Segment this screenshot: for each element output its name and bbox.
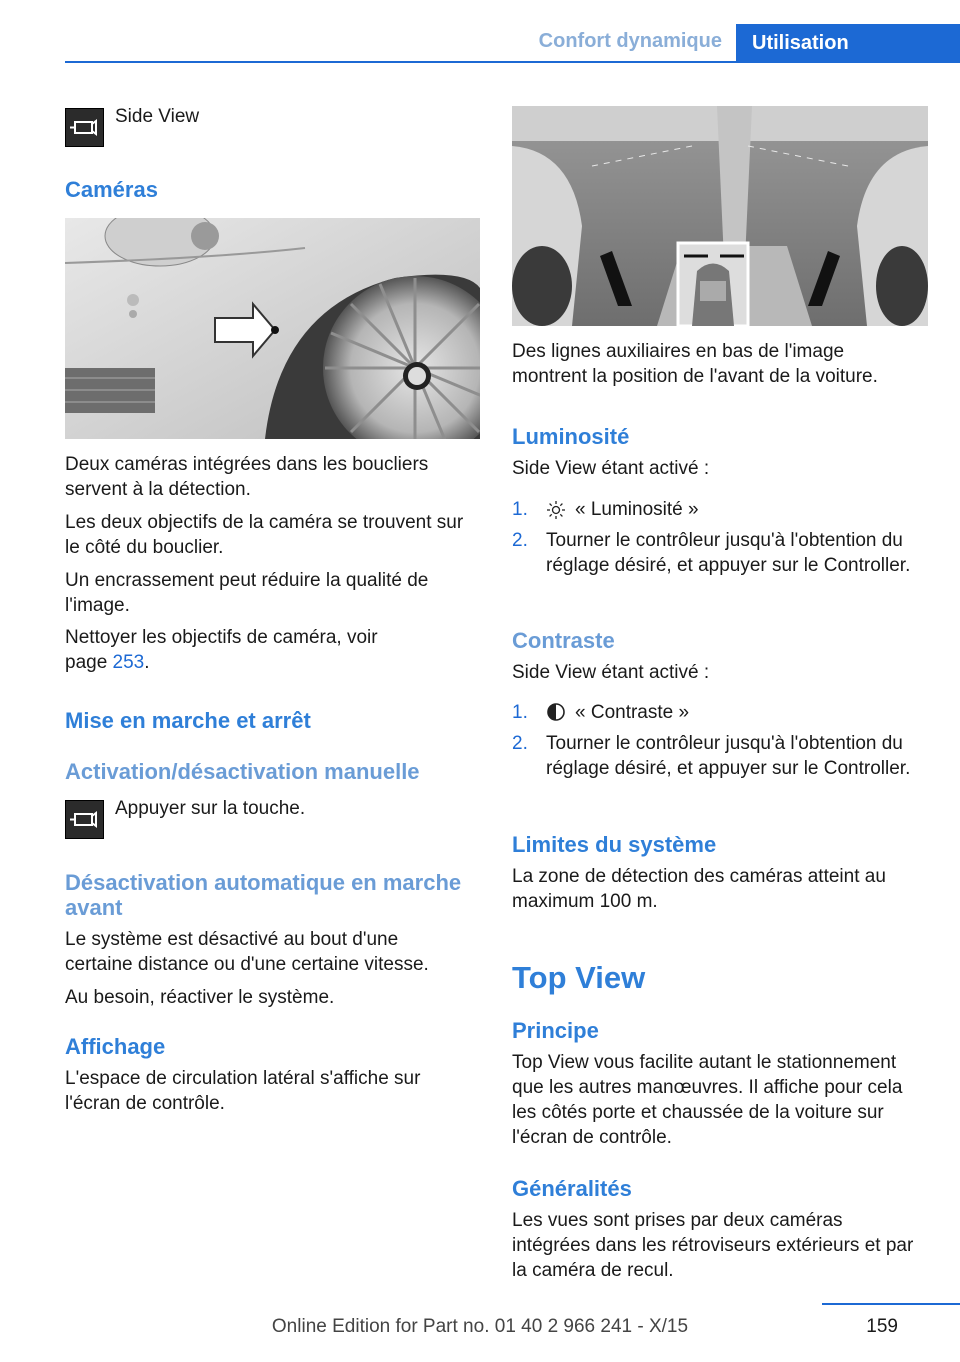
cameras-heading: Caméras [65,177,158,202]
header-chapter-tab: Utilisation [736,24,960,63]
contrast-step-1-number: 1. [512,702,528,723]
brightness-heading: Luminosité [512,424,630,449]
general-text: Les vues sont prises par deux caméras intégrées dans les rétroviseurs extérieurs et par la caméra de recul. [512,1210,914,1281]
manual-activation-heading: Activation/désactivation manuelle [65,759,420,784]
contrast-step-2-number: 2. [512,733,528,754]
system-limits-text: La zone de détection des caméras atteint au maximum 100 m. [512,866,886,912]
cameras-paragraph-2: Les deux objectifs de la caméra se trouvent sur le côté du bouclier. [65,512,464,558]
top-view-heading: Top View [512,960,646,995]
online-edition-footer: Online Edition for Part no. 01 40 2 966 241 - X/15 [271,1316,689,1337]
principle-text: Top View vous facilite autant le stationnement que les autres manœuvres. Il affiche pour cela les côtés porte et chaussée de la voiture sur l'écran de contrôle. [512,1052,903,1148]
system-limits-heading: Limites du système [512,832,717,857]
brightness-step-2-text: Tourner le contrôleur jusqu'à l'obtention du réglage désiré, et appuyer sur le Controller. [546,530,911,576]
auto-paragraph-1: Le système est désactivé au bout d'une certaine distance ou d'une certaine vitesse. [65,929,429,975]
brightness-sun-icon [546,500,566,520]
page-number: 159 [866,1316,898,1337]
cameras-paragraph-4-prefix: Nettoyer les objectifs de caméra, voir page [65,627,378,673]
contrast-icon [546,702,566,722]
cameras-paragraph-4 [65,625,410,675]
press-button-text: Appuyer sur la touche. [115,798,306,819]
cameras-paragraph-1: Deux caméras intégrées dans les boucliers servent à la détection. [65,454,429,500]
contrast-step-2-text: Tourner le contrôleur jusqu'à l'obtention du réglage désiré, et appuyer sur le Controller. [546,733,911,779]
display-paragraph: L'espace de circulation latéral s'affiche sur l'écran de contrôle. [65,1068,421,1114]
side-view-screen-illustration [512,106,928,326]
side-view-label: Side View [115,106,200,127]
brightness-step-2-number: 2. [512,530,528,551]
contrast-heading: Contraste [512,628,615,653]
footer-rule [822,1303,960,1305]
on-off-heading: Mise en marche et arrêt [65,708,311,733]
contrast-step-1-text: « Contraste » [575,702,690,723]
page-253-link[interactable]: 253 [112,652,145,673]
brightness-step-1-text: « Luminosité » [575,499,699,520]
side-view-key-icon [65,800,104,839]
cameras-paragraph-4-suffix: . [144,652,150,673]
brightness-intro: Side View étant activé : [512,458,710,479]
header-section-title: Confort dynamique [538,30,722,52]
principle-heading: Principe [512,1018,599,1043]
bumper-camera-photo [65,218,480,439]
brightness-step-1-number: 1. [512,499,528,520]
auto-paragraph-2: Au besoin, réactiver le système. [65,987,335,1008]
header-rule [65,61,960,63]
side-view-button-icon [65,108,104,147]
general-heading: Généralités [512,1176,632,1201]
display-heading: Affichage [65,1034,166,1059]
illustration-caption: Des lignes auxiliaires en bas de l'image montrent la position de l'avant de la voiture. [512,341,878,387]
auto-deactivation-heading: Désactivation automatique en marche avant [65,870,462,920]
contrast-intro: Side View étant activé : [512,662,710,683]
cameras-paragraph-3: Un encrassement peut réduire la qualité de l'image. [65,570,429,616]
